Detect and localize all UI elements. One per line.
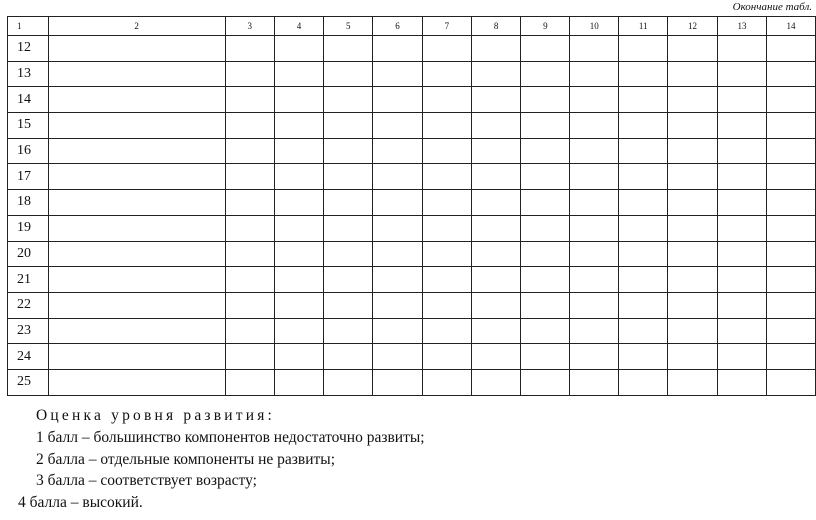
table-cell [274, 138, 324, 164]
table-cell [48, 190, 225, 216]
table-cell [718, 292, 767, 318]
table-cell [766, 267, 815, 293]
table-cell [324, 344, 373, 370]
table-cell [668, 241, 718, 267]
table-row [8, 369, 816, 395]
row-number: 24 [8, 344, 49, 370]
table-cell [324, 369, 373, 395]
table-cell [48, 87, 225, 113]
table-cell [570, 369, 619, 395]
table-cell [718, 138, 767, 164]
table-row [8, 113, 816, 139]
column-header-9: 9 [521, 17, 570, 36]
table-cell [274, 215, 324, 241]
table-cell [324, 164, 373, 190]
table-header-row [8, 17, 816, 36]
table-cell [619, 190, 668, 216]
table-cell [668, 267, 718, 293]
table-cell [373, 215, 423, 241]
table-cell [718, 36, 767, 62]
legend-line-2: 2 балла – отдельные компоненты не развиты; [36, 450, 336, 468]
column-header-8: 8 [471, 17, 521, 36]
table-row [8, 292, 816, 318]
column-header-1: 1 [8, 17, 49, 36]
table-cell [668, 292, 718, 318]
table-cell [324, 113, 373, 139]
table-cell [570, 164, 619, 190]
table-cell [471, 215, 521, 241]
table-cell [619, 215, 668, 241]
table-row [8, 318, 816, 344]
table-cell [373, 164, 423, 190]
table-cell [718, 267, 767, 293]
table-cell [274, 318, 324, 344]
table-cell [48, 318, 225, 344]
table-row [8, 138, 816, 164]
table-cell [373, 138, 423, 164]
legend-line-3: 3 балла – соответствует возрасту; [36, 472, 257, 490]
table-cell [324, 292, 373, 318]
table-row [8, 215, 816, 241]
table-cell [521, 318, 570, 344]
table-cell [471, 344, 521, 370]
row-number: 14 [8, 87, 49, 113]
table-cell [766, 87, 815, 113]
table-cell [619, 344, 668, 370]
table-cell [766, 113, 815, 139]
table-row [8, 190, 816, 216]
row-number: 17 [8, 164, 49, 190]
column-header-7: 7 [422, 17, 471, 36]
table-cell [225, 164, 274, 190]
assessment-legend [0, 405, 425, 514]
table-cell [668, 369, 718, 395]
table-cell [471, 113, 521, 139]
table-cell [373, 36, 423, 62]
table-cell [619, 113, 668, 139]
table-cell [619, 61, 668, 87]
table-cell [422, 344, 471, 370]
table-cell [766, 138, 815, 164]
table-row [8, 164, 816, 190]
table-cell [718, 87, 767, 113]
column-header-14: 14 [766, 17, 815, 36]
table-cell [718, 344, 767, 370]
table-cell [766, 369, 815, 395]
table-cell [668, 318, 718, 344]
row-number: 12 [8, 36, 49, 62]
column-header-4: 4 [274, 17, 324, 36]
table-cell [471, 138, 521, 164]
table-cell [422, 267, 471, 293]
table-cell [619, 318, 668, 344]
table-cell [718, 61, 767, 87]
table-cell [718, 164, 767, 190]
column-header-5: 5 [324, 17, 373, 36]
table-cell [619, 267, 668, 293]
table-cell [48, 138, 225, 164]
table-cell [373, 344, 423, 370]
row-number: 22 [8, 292, 49, 318]
table-cell [225, 344, 274, 370]
table-cell [619, 369, 668, 395]
table-cell [274, 36, 324, 62]
table-cell [718, 190, 767, 216]
table-cell [48, 241, 225, 267]
table-cell [274, 190, 324, 216]
table-cell [766, 318, 815, 344]
table-cell [521, 138, 570, 164]
legend-line-1: 1 балл – большинство компонентов недостаточно развиты; [36, 428, 425, 446]
table-cell [225, 36, 274, 62]
table-cell [668, 87, 718, 113]
column-header-10: 10 [570, 17, 619, 36]
table-cell [48, 36, 225, 62]
table-cell [471, 241, 521, 267]
table-cell [324, 267, 373, 293]
table-cell [668, 190, 718, 216]
table-cell [668, 138, 718, 164]
table-cell [48, 267, 225, 293]
table-cell [471, 87, 521, 113]
table-cell [48, 344, 225, 370]
table-cell [766, 164, 815, 190]
table-cell [324, 61, 373, 87]
row-number: 18 [8, 190, 49, 216]
table-cell [570, 138, 619, 164]
table-cell [274, 164, 324, 190]
table-cell [570, 292, 619, 318]
table-cell [570, 61, 619, 87]
table-cell [718, 241, 767, 267]
table-cell [422, 61, 471, 87]
table-cell [48, 164, 225, 190]
table-cell [718, 369, 767, 395]
table-cell [324, 138, 373, 164]
table-cell [521, 215, 570, 241]
table-cell [619, 292, 668, 318]
table-cell [766, 241, 815, 267]
table-cell [373, 190, 423, 216]
column-header-11: 11 [619, 17, 668, 36]
table-cell [570, 241, 619, 267]
table-cell [471, 61, 521, 87]
table-cell [521, 61, 570, 87]
table-cell [521, 36, 570, 62]
table-cell [521, 164, 570, 190]
row-number: 19 [8, 215, 49, 241]
table-cell [422, 138, 471, 164]
table-cell [225, 318, 274, 344]
table-cell [225, 267, 274, 293]
table-cell [422, 87, 471, 113]
table-cell [619, 36, 668, 62]
table-cell [373, 292, 423, 318]
row-number: 13 [8, 61, 49, 87]
table-cell [274, 113, 324, 139]
table-cell [225, 87, 274, 113]
table-cell [668, 113, 718, 139]
table-cell [422, 36, 471, 62]
table-cell [422, 318, 471, 344]
table-cell [373, 113, 423, 139]
table-cell [422, 369, 471, 395]
table-cell [766, 36, 815, 62]
column-header-6: 6 [373, 17, 423, 36]
table-cell [422, 113, 471, 139]
table-cell [718, 318, 767, 344]
table-cell [766, 215, 815, 241]
table-cell [274, 292, 324, 318]
table-row [8, 87, 816, 113]
table-cell [619, 241, 668, 267]
table-cell [570, 87, 619, 113]
row-number: 25 [8, 369, 49, 395]
table-row [8, 61, 816, 87]
table-cell [718, 113, 767, 139]
table-cell [324, 87, 373, 113]
table-cell [521, 87, 570, 113]
table-cell [225, 292, 274, 318]
table-cell [324, 318, 373, 344]
table-cell [373, 241, 423, 267]
table-cell [225, 215, 274, 241]
table-cell [471, 369, 521, 395]
column-header-12: 12 [668, 17, 718, 36]
assessment-table [7, 16, 816, 396]
table-cell [324, 215, 373, 241]
table-cell [48, 215, 225, 241]
table-cell [373, 369, 423, 395]
table-cell [324, 190, 373, 216]
table-cell [471, 190, 521, 216]
table-cell [48, 113, 225, 139]
table-cell [570, 190, 619, 216]
legend-title: Оценка уровня развития: [36, 407, 276, 424]
table-cell [48, 61, 225, 87]
legend-line-4: 4 балла – высокий. [18, 494, 143, 512]
table-cell [324, 36, 373, 62]
table-cell [521, 292, 570, 318]
table-cell [274, 61, 324, 87]
table-cell [668, 61, 718, 87]
table-cell [373, 87, 423, 113]
table-cell [521, 241, 570, 267]
table-cell [225, 138, 274, 164]
table-cell [570, 113, 619, 139]
table-cell [324, 241, 373, 267]
table-cell [471, 292, 521, 318]
table-cell [718, 215, 767, 241]
table-cell [668, 215, 718, 241]
table-cell [521, 267, 570, 293]
row-number: 15 [8, 113, 49, 139]
table-cell [225, 113, 274, 139]
table-cell [225, 241, 274, 267]
table-cell [422, 164, 471, 190]
table-cell [521, 344, 570, 370]
table-cell [570, 36, 619, 62]
column-header-13: 13 [718, 17, 767, 36]
table-cell [471, 318, 521, 344]
table-cell [521, 369, 570, 395]
table-row [8, 241, 816, 267]
column-header-2: 2 [48, 17, 225, 36]
table-cell [471, 164, 521, 190]
row-number: 16 [8, 138, 49, 164]
table-cell [766, 190, 815, 216]
row-number: 20 [8, 241, 49, 267]
table-cell [274, 87, 324, 113]
table-cell [422, 292, 471, 318]
table-cell [570, 344, 619, 370]
table-cell [766, 292, 815, 318]
table-cell [274, 369, 324, 395]
table-cell [766, 61, 815, 87]
table-cell [570, 267, 619, 293]
table-continuation-caption: Окончание табл. [732, 1, 812, 13]
table-cell [225, 190, 274, 216]
table-cell [274, 241, 324, 267]
table-cell [422, 215, 471, 241]
table-cell [373, 318, 423, 344]
table-cell [619, 164, 668, 190]
column-header-3: 3 [225, 17, 274, 36]
row-number: 23 [8, 318, 49, 344]
table-cell [766, 344, 815, 370]
table-cell [521, 113, 570, 139]
table-cell [373, 61, 423, 87]
row-number: 21 [8, 267, 49, 293]
table-row [8, 267, 816, 293]
table-cell [471, 36, 521, 62]
table-cell [521, 190, 570, 216]
table-cell [668, 344, 718, 370]
table-cell [373, 267, 423, 293]
table-cell [274, 344, 324, 370]
table-cell [422, 190, 471, 216]
table-cell [668, 36, 718, 62]
table-cell [619, 87, 668, 113]
table-cell [668, 164, 718, 190]
table-cell [570, 318, 619, 344]
table-cell [48, 292, 225, 318]
table-cell [619, 138, 668, 164]
table-cell [422, 241, 471, 267]
table-cell [471, 267, 521, 293]
table-cell [570, 215, 619, 241]
table-cell [225, 369, 274, 395]
table-cell [274, 267, 324, 293]
table-row [8, 36, 816, 62]
table-cell [225, 61, 274, 87]
table-cell [48, 369, 225, 395]
table-row [8, 344, 816, 370]
